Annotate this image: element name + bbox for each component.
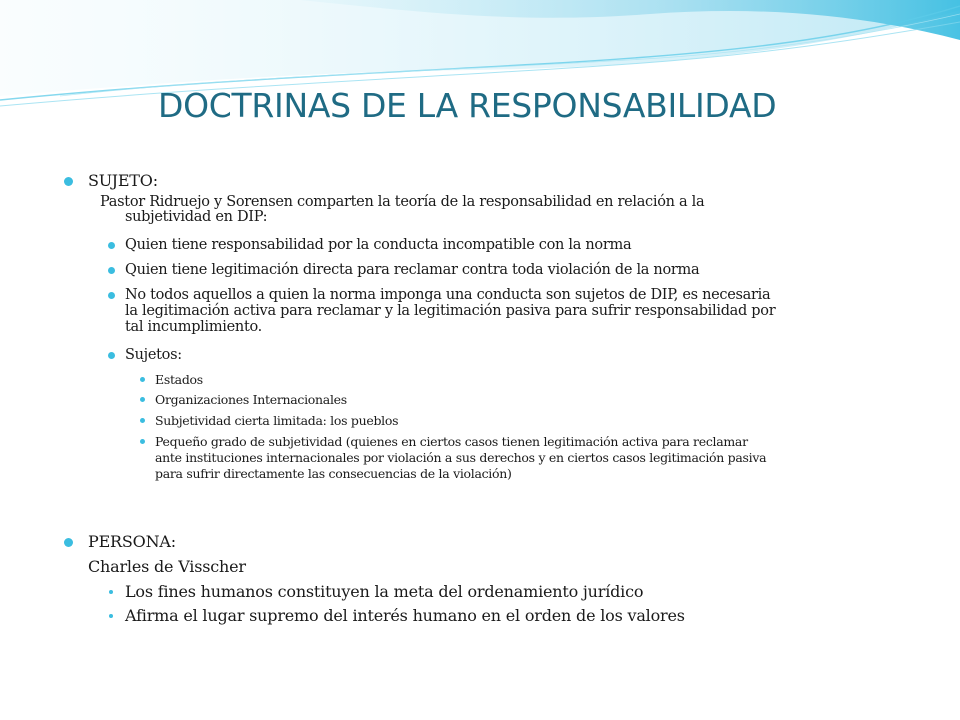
list-item-text: para sufrir directamente las consecuencias de la violación) <box>155 466 512 481</box>
persona-heading: PERSONA: <box>88 532 176 551</box>
bullet-icon <box>140 439 145 444</box>
bullet-icon <box>109 614 113 618</box>
sujeto-heading: SUJETO: <box>88 171 158 190</box>
bullet-icon <box>140 397 145 402</box>
bullet-icon <box>109 590 113 594</box>
sujeto-intro-line: subjetividad en DIP: <box>125 209 268 225</box>
bullet-icon <box>140 377 145 382</box>
sujeto-intro-line: Pastor Ridruejo y Sorensen comparten la teoría de la responsabilidad en relación a la <box>100 194 705 210</box>
bullet-icon <box>140 418 145 423</box>
bullet-icon <box>64 538 73 547</box>
persona-author: Charles de Visscher <box>88 557 246 576</box>
bullet-icon <box>108 352 115 359</box>
list-item-text: ante instituciones internacionales por violación a sus derechos y en ciertos casos legitimación pasiva <box>155 450 767 465</box>
list-item-text: Sujetos: <box>125 347 182 363</box>
bullet-icon <box>108 242 115 249</box>
list-item-text: Quien tiene responsabilidad por la conducta incompatible con la norma <box>125 237 632 253</box>
bullet-icon <box>64 177 73 186</box>
list-item-text: Pequeño grado de subjetividad (quienes en ciertos casos tienen legitimación activa para reclamar <box>155 434 748 449</box>
list-item-text: Organizaciones Internacionales <box>155 392 347 407</box>
list-item-text: tal incumplimiento. <box>125 319 262 335</box>
list-item-text: No todos aquellos a quien la norma imponga una conducta son sujetos de DIP, es necesaria <box>125 287 771 303</box>
list-item-text: Subjetividad cierta limitada: los pueblos <box>155 413 399 428</box>
bullet-icon <box>108 292 115 299</box>
slide-title: DOCTRINAS DE LA RESPONSABILIDAD <box>158 86 777 125</box>
bullet-icon <box>108 267 115 274</box>
list-item-text: la legitimación activa para reclamar y la legitimación pasiva para sufrir responsabilidad por <box>125 303 776 319</box>
list-item-text: Los fines humanos constituyen la meta del ordenamiento jurídico <box>125 582 644 601</box>
list-item-text: Quien tiene legitimación directa para reclamar contra toda violación de la norma <box>125 262 700 278</box>
list-item-text: Estados <box>155 372 203 387</box>
list-item-text: Afirma el lugar supremo del interés humano en el orden de los valores <box>125 606 685 625</box>
